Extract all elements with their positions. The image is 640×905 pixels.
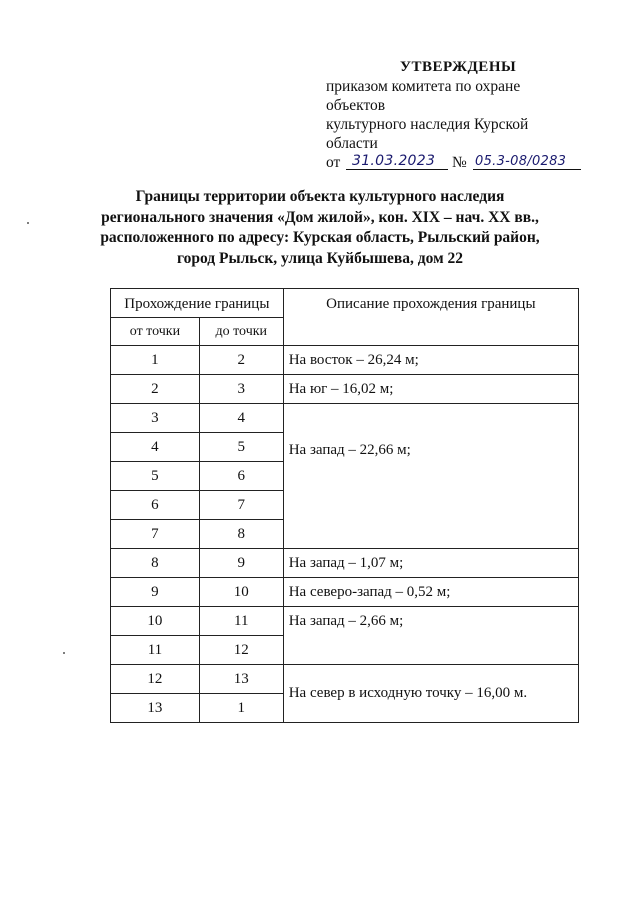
table-row [111, 346, 579, 375]
to-point-cell: 9 [199, 549, 283, 578]
header-from-cell: от точки [111, 318, 200, 346]
boundary-table [110, 288, 579, 723]
approval-block [318, 58, 588, 173]
handwritten-date: 31.03.2023 [352, 153, 436, 169]
table-row [111, 607, 579, 636]
scan-speck [27, 222, 29, 224]
from-point-cell: 12 [111, 665, 200, 694]
to-point-cell: 1 [199, 694, 283, 723]
from-point-cell: 5 [111, 462, 200, 491]
to-point-cell: 3 [199, 375, 283, 404]
table-row [111, 665, 579, 694]
to-point-cell: 4 [199, 404, 283, 433]
table-row [111, 549, 579, 578]
from-point-cell: 9 [111, 578, 200, 607]
number-label: № [452, 154, 467, 171]
description-cell: На запад – 22,66 м; [283, 404, 578, 549]
approval-line-1: приказом комитета по охране объектов [326, 78, 521, 114]
table-row [111, 375, 579, 404]
table-row [111, 578, 579, 607]
approval-heading: УТВЕРЖДЕНЫ [400, 59, 517, 75]
title-line-3: расположенного по адресу: Курская область, Рыльский район, [100, 229, 540, 246]
to-point-cell: 6 [199, 462, 283, 491]
table-header-row [111, 289, 579, 318]
to-point-cell: 13 [199, 665, 283, 694]
description-cell: На северо-запад – 0,52 м; [283, 578, 578, 607]
title-line-4: город Рыльск, улица Куйбышева, дом 22 [176, 249, 464, 267]
description-cell: На запад – 2,66 м; [283, 607, 578, 665]
table-row [111, 404, 579, 433]
from-point-cell: 2 [111, 375, 200, 404]
to-point-cell: 12 [199, 636, 283, 665]
header-to-cell: до точки [199, 318, 283, 346]
to-point-cell: 8 [199, 520, 283, 549]
from-point-cell: 4 [111, 433, 200, 462]
to-point-cell: 7 [199, 491, 283, 520]
title-line-2: регионального значения «Дом жилой», кон. XIX – нач. XX вв., [101, 208, 539, 226]
header-group-cell: Прохождение границы [111, 289, 284, 318]
scan-speck [63, 652, 65, 654]
description-cell: На север в исходную точку – 16,00 м. [283, 665, 578, 723]
from-point-cell: 13 [111, 694, 200, 723]
to-point-cell: 5 [199, 433, 283, 462]
from-point-cell: 7 [111, 520, 200, 549]
document-title [100, 187, 540, 269]
from-point-cell: 3 [111, 404, 200, 433]
from-point-cell: 1 [111, 346, 200, 375]
description-cell: На запад – 1,07 м; [283, 549, 578, 578]
from-point-cell: 11 [111, 636, 200, 665]
description-cell: На восток – 26,24 м; [283, 346, 578, 375]
approval-line-2: культурного наследия Курской области [326, 116, 529, 152]
title-line-1: Границы территории объекта культурного наследия [135, 188, 505, 205]
to-point-cell: 2 [199, 346, 283, 375]
handwritten-number: 05.3-08/0283 [475, 154, 567, 169]
from-point-cell: 6 [111, 491, 200, 520]
to-point-cell: 11 [199, 607, 283, 636]
header-description-cell: Описание прохождения границы [283, 289, 578, 346]
description-cell: На юг – 16,02 м; [283, 375, 578, 404]
from-point-cell: 10 [111, 607, 200, 636]
from-label: от [326, 154, 341, 171]
approval-date-number-line [318, 153, 588, 173]
from-point-cell: 8 [111, 549, 200, 578]
to-point-cell: 10 [199, 578, 283, 607]
